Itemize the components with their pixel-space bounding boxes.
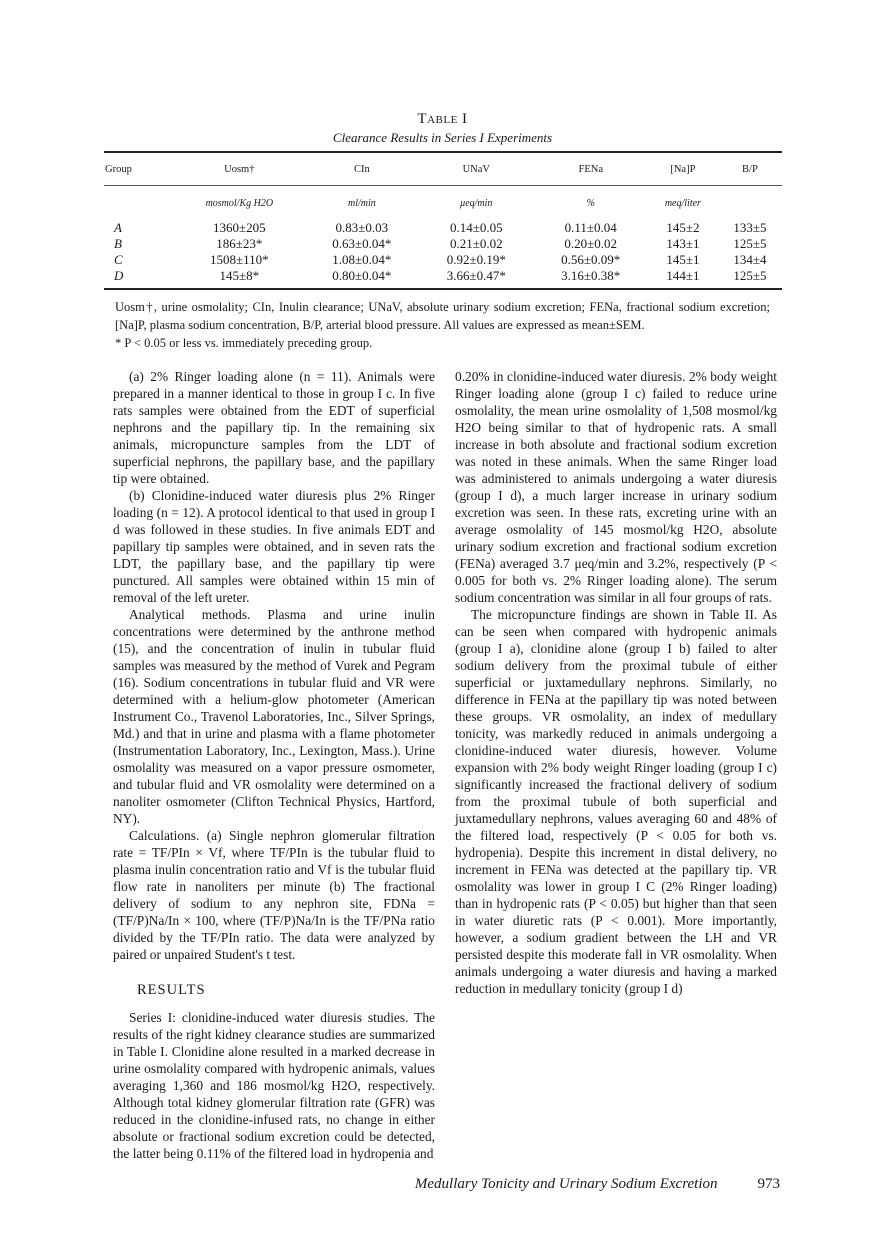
table-header-row	[104, 152, 782, 186]
table-cell: 3.16±0.38*	[534, 268, 648, 289]
table-cell: 125±5	[718, 268, 782, 289]
left-column	[113, 368, 435, 1162]
unit-cell: ml/min	[347, 197, 376, 209]
table-cell: 0.56±0.09*	[561, 252, 621, 267]
paragraph: The micropuncture findings are shown in Table II. As can be seen when compared with hydropenic animals (group I a), clonidine alone (group I b) failed to alter sodium delivery from the proximal tubule of either superficial or juxtamedullary nephrons. Similarly, no difference in FENa at the papillary tip was noted between these groups. VR osmolality, an index of medullary tonicity, was markedly reduced in animals undergoing a clonidine-induced water diuresis, however. Volume expansion with 2% body weight Ringer loading (group I c) significantly increased the fractional delivery of sodium from the proximal tubule of both superficial and juxtamedullary nephrons, values averaging 60 and 48% of the filtered load, respectively (P < 0.05 for both vs. hydropenia). Despite this increment in distal delivery, no increment in FENa was detected at the papillary tip. VR osmolality was lower in group I C (2% Ringer loading) than in hydropenic rats (P < 0.05) but higher than that seen in water diuretic rats (P < 0.001). More importantly, however, a sodium gradient between the LH and VR persisted despite this moderate fall in VR osmolality. When animals undergoing a water diuresis and having a marked reduction in medullary tonicity (group I d)	[455, 607, 777, 996]
right-column	[455, 368, 777, 997]
table-cell: B	[114, 236, 122, 251]
column-header: B/P	[718, 152, 782, 186]
table-row	[104, 268, 782, 289]
table-cell: 145±2	[666, 220, 700, 235]
table-cell: 0.14±0.05	[449, 220, 503, 235]
paragraph: Calculations. (a) Single nephron glomerular filtration rate = TF/PIn × Vf, where TF/PIn is the tubular fluid to plasma inulin concentration ratio and Vf is the tubular fluid flow rate in nanoliters per minute (b) The fractional delivery of sodium to any nephron site, FDNa = (TF/P)Na/In × 100, where (TF/P)Na/In is the TF/PNa ratio divided by the TF/PIn ratio. The data were analyzed by paired or unpaired Student's t test.	[113, 828, 435, 962]
paragraph: (b) Clonidine-induced water diuresis plus 2% Ringer loading (n = 12). A protocol identical to that used in group I d was followed in these studies. In five animals EDT and papillary tip samples were obtained, and in seven rats the LDT, the papillary base, and the papillary tip were punctured. All samples were obtained within 15 min of removal of the left ureter.	[113, 488, 435, 605]
paragraph: (a) 2% Ringer loading alone (n = 11). Animals were prepared in a manner identical to those in group I c. In five rats samples were obtained from the EDT of superficial nephrons and the papillary tip. In the remaining six animals, micropuncture samples from the LDT of superficial nephrons, the papillary base, and the papillary tip were obtained.	[113, 369, 435, 486]
column-header: CIn	[305, 152, 419, 186]
section-heading-results: RESULTS	[137, 982, 206, 998]
table-cell: 144±1	[648, 268, 718, 289]
table-cell: 1.08±0.04*	[332, 252, 392, 267]
table-cell: A	[114, 220, 122, 235]
paragraph: Analytical methods. Plasma and urine inulin concentrations were determined by the anthrone method (15), and the concentration of inulin in tubular fluid samples was measured by the method of Vurek and Pegram (16). Sodium concentrations in tubular fluid and VR were determined with a helium-glow photometer (American Instrument Co., Travenol Laboratories, Inc., Silver Springs, Md.) and that in urine and plasma with a flame photometer (Instrumentation Laboratory, Inc., Lexington, Mass.). Urine osmolality was measured on a vapor pressure osmometer, and tubular fluid and VR osmolality were determined on a nanoliter osmometer (Clifton Technical Physics, Hartford, NY).	[113, 607, 435, 826]
column-header: FENa	[534, 152, 648, 186]
units-row	[104, 186, 782, 221]
paragraph: 0.20% in clonidine-induced water diuresis. 2% body weight Ringer loading alone (group I c) failed to reduce urine osmolality, the mean urine osmolality of 1,508 mosmol/kg H2O being similar to that of hydropenic rats. A small increase in both absolute and fractional sodium excretion was noted in these animals. When the same Ringer load was administered to animals undergoing a water diuresis (group I d), a much larger increase in urinary sodium excretion was seen. In these rats, excreting urine with an average osmolality of 145 mosmol/kg H2O, absolute urinary sodium excretion and fractional sodium excretion (FENa) averaged 3.7 μeq/min and 3.2%, respectively (P < 0.005 for both vs. 2% Ringer loading alone). The serum sodium concentration was similar in all four groups of rats.	[455, 369, 777, 605]
unit-cell	[718, 186, 782, 221]
table-cell: 0.83±0.03	[335, 220, 389, 235]
table-cell: 1360±205	[213, 220, 266, 235]
table-cell: D	[104, 268, 174, 289]
table-footnote	[115, 298, 770, 352]
column-header: UNaV	[419, 152, 533, 186]
unit-cell: μeq/min	[460, 197, 493, 209]
table-cell: 143±1	[666, 236, 700, 251]
table-cell: 3.66±0.47*	[419, 268, 533, 289]
table-cell: 134±4	[733, 252, 767, 267]
table-title: Table I	[417, 111, 468, 127]
table-cell: 0.92±0.19*	[446, 252, 506, 267]
page-number: 973	[757, 1176, 780, 1192]
table-cell: 1508±110*	[209, 252, 269, 267]
table-caption: Clearance Results in Series I Experiments	[332, 130, 553, 145]
table-cell: 133±5	[733, 220, 767, 235]
table-cell: 0.21±0.02	[449, 236, 503, 251]
unit-cell: meq/liter	[664, 197, 701, 209]
unit-cell: mosmol/Kg H2O	[205, 197, 274, 209]
column-header: [Na]P	[648, 152, 718, 186]
table-row	[104, 236, 782, 252]
running-title: Medullary Tonicity and Urinary Sodium Excretion	[414, 1176, 718, 1192]
clearance-table	[104, 151, 782, 290]
table-row	[104, 252, 782, 268]
paragraph: Series I: clonidine-induced water diuresis studies. The results of the right kidney clearance studies are summarized in Table I. Clonidine alone resulted in a marked decrease in urine osmolality compared with hydropenic animals, values averaging 1,360 and 186 mosmol/kg H2O, respectively. Although total kidney glomerular filtration rate (GFR) was reduced in the clonidine-infused rats, no change in either absolute or fractional sodium excretion could be detected, the latter being 0.11% of the filtered load in hydropenia and	[113, 1010, 435, 1161]
table-cell: 145±8*	[174, 268, 305, 289]
table-cell: 0.20±0.02	[564, 236, 618, 251]
page-footer	[0, 1176, 780, 1193]
table-cell: C	[114, 252, 123, 267]
body-columns	[113, 368, 777, 1162]
table-cell: 125±5	[733, 236, 767, 251]
unit-cell: %	[586, 197, 595, 209]
table-cell: 0.63±0.04*	[332, 236, 392, 251]
unit-cell	[104, 186, 174, 221]
table-cell: 145±1	[666, 252, 700, 267]
footnote-abbreviations: Uosm†, urine osmolality; CIn, Inulin clearance; UNaV, absolute urinary sodium excretion; FENa, fractional sodium excretion; [Na]P, plasma sodium concentration, B/P, arterial blood pressure. All values are expressed as mean±SEM.	[115, 300, 770, 332]
footnote-significance: * P < 0.05 or less vs. immediately preceding group.	[115, 336, 373, 350]
table-cell: 0.11±0.04	[564, 220, 617, 235]
column-header: Uosm†	[174, 152, 305, 186]
table-cell: 0.80±0.04*	[305, 268, 419, 289]
table-cell: 186±23*	[216, 236, 263, 251]
table-row	[104, 220, 782, 236]
column-header: Group	[104, 152, 174, 186]
